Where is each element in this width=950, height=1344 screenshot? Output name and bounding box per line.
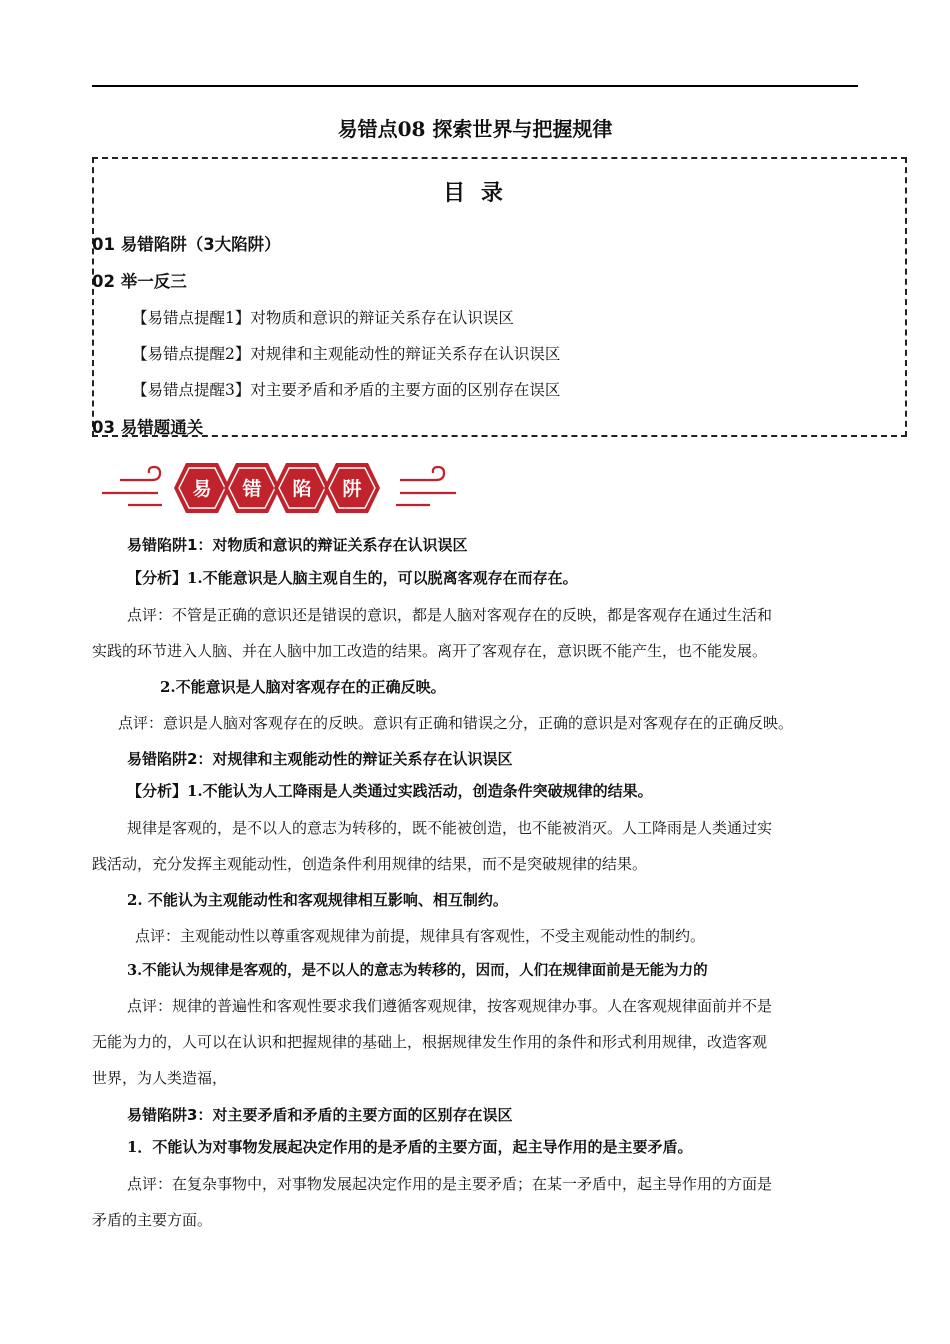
banner-right-swirl-icon (396, 467, 456, 505)
toc-section-1[interactable]: 01 易错陷阱（3大陷阱） (92, 235, 281, 254)
banner-char-2: 错 (242, 478, 262, 500)
document-title: 易错点08 探索世界与把握规律 (337, 117, 613, 141)
trap-2-comment-3-line-1: 点评：规律的普遍性和客观性要求我们遵循客观规律，按客观规律办事。人在客观规律面前并不是 (127, 997, 773, 1015)
trap-1-comment-2: 点评：意识是人脑对客观存在的反映。意识有正确和错误之分，正确的意识是对客观存在的正确反映。 (118, 714, 794, 732)
toc-heading: 目 录 (443, 181, 507, 206)
trap-1-comment-1-line-2: 实践的环节进入人脑、并在人脑中加工改造的结果。离开了客观存在，意识既不能产生，也不能发展。 (92, 642, 768, 660)
banner-char-3: 陷 (292, 478, 312, 500)
toc-item-1[interactable]: 【易错点提醒1】对物质和意识的辩证关系存在认识误区 (132, 309, 514, 327)
trap-2-point-2: 2. 不能认为主观能动性和客观规律相互影响、相互制约。 (127, 891, 508, 909)
trap-2-title: 易错陷阱2：对规律和主观能动性的辩证关系存在认识误区 (127, 750, 513, 768)
trap-2-point-3: 3.不能认为规律是客观的，是不以人的意志为转移的，因而，人们在规律面前是无能为力的 (127, 962, 708, 979)
toc-item-2[interactable]: 【易错点提醒2】对规律和主观能动性的辩证关系存在认识误区 (132, 345, 561, 363)
toc-item-3[interactable]: 【易错点提醒3】对主要矛盾和矛盾的主要方面的区别存在误区 (132, 381, 561, 399)
trap-1-title: 易错陷阱1：对物质和意识的辩证关系存在认识误区 (127, 536, 468, 554)
trap-3-title: 易错陷阱3：对主要矛盾和矛盾的主要方面的区别存在误区 (127, 1106, 513, 1124)
toc-section-3[interactable]: 03 易错题通关 (92, 418, 204, 437)
header-rule (92, 85, 858, 87)
trap-3-point-1: 1．不能认为对事物发展起决定作用的是矛盾的主要方面，起主导作用的是主要矛盾。 (127, 1138, 693, 1156)
trap-2-text-line-2: 践活动，充分发挥主观能动性，创造条件利用规律的结果，而不是突破规律的结果。 (92, 855, 648, 873)
trap-banner (100, 455, 460, 521)
trap-2-analysis: 【分析】1.不能认为人工降雨是人类通过实践活动，创造条件突破规律的结果。 (127, 782, 653, 800)
banner-left-swirl-icon (102, 467, 162, 505)
toc-section-2[interactable]: 02 举一反三 (92, 272, 187, 291)
trap-2-text-line-1: 规律是客观的，是不以人的意志为转移的，既不能被创造，也不能被消灭。人工降雨是人类通过实 (127, 819, 773, 837)
trap-1-comment-1-line-1: 点评：不管是正确的意识还是错误的意识，都是人脑对客观存在的反映，都是客观存在通过生活和 (127, 606, 773, 624)
trap-2-comment-3-line-2: 无能为力的，人可以在认识和把握规律的基础上，根据规律发生作用的条件和形式利用规律，改造客观 (92, 1033, 768, 1051)
banner-char-4: 阱 (342, 478, 362, 500)
trap-1-analysis: 【分析】1.不能意识是人脑主观自生的，可以脱离客观存在而存在。 (127, 569, 578, 587)
trap-3-comment-1-line-1: 点评：在复杂事物中，对事物发展起决定作用的是主要矛盾；在某一矛盾中，起主导作用的方面是 (127, 1175, 773, 1193)
trap-3-comment-1-line-2: 矛盾的主要方面。 (92, 1211, 213, 1229)
trap-1-point-2: 2.不能意识是人脑对客观存在的正确反映。 (160, 678, 446, 696)
trap-2-comment-3-line-3: 世界，为人类造福， (92, 1069, 228, 1087)
banner-char-1: 易 (192, 478, 212, 500)
trap-2-comment-2: 点评：主观能动性以尊重客观规律为前提，规律具有客观性，不受主观能动性的制约。 (135, 927, 706, 945)
